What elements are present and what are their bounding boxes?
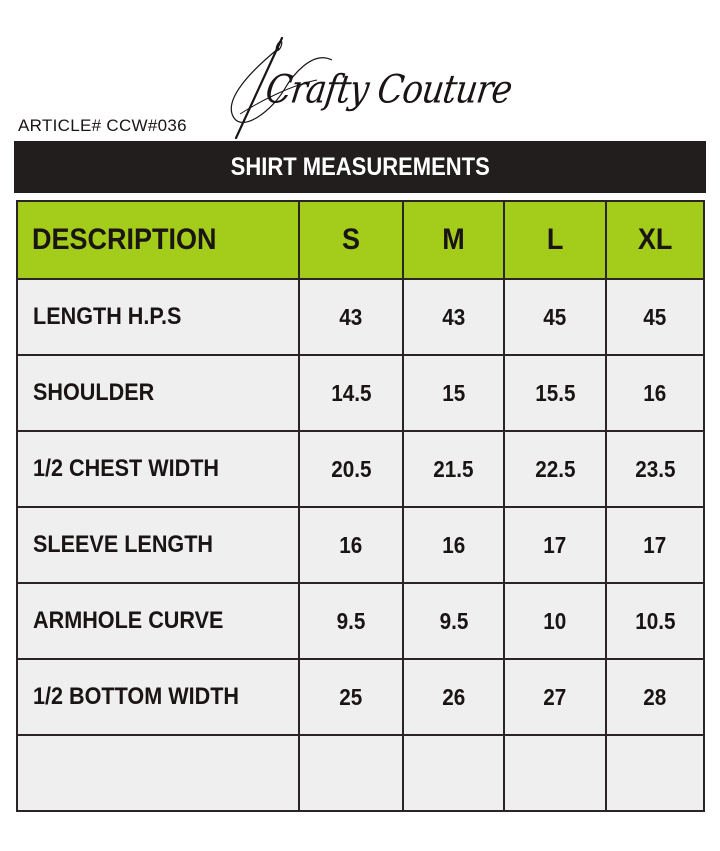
table-cell: 9.5: [299, 583, 403, 659]
table-cell: [504, 735, 606, 811]
table-cell: 28: [606, 659, 704, 735]
row-label: ARMHOLE CURVE: [17, 583, 299, 659]
table-cell: 14.5: [299, 355, 403, 431]
table-cell: 25: [299, 659, 403, 735]
header-size-xl: XL: [606, 201, 704, 279]
size-chart-table: [16, 200, 705, 812]
row-label: 1/2 BOTTOM WIDTH: [17, 659, 299, 735]
table-cell: [403, 735, 504, 811]
table-row-empty: [17, 735, 704, 811]
table-cell: 15.5: [504, 355, 606, 431]
header-size-s: S: [299, 201, 403, 279]
table-cell: 45: [504, 279, 606, 355]
section-banner: [14, 141, 706, 193]
row-label: SLEEVE LENGTH: [17, 507, 299, 583]
table-cell: 43: [299, 279, 403, 355]
header-size-m: M: [403, 201, 504, 279]
table-row: [17, 659, 704, 735]
table-row: [17, 583, 704, 659]
table-row: [17, 431, 704, 507]
table-row: [17, 355, 704, 431]
table-cell: 22.5: [504, 431, 606, 507]
table-cell: 10: [504, 583, 606, 659]
article-number: ARTICLE# CCW#036: [18, 116, 187, 135]
table-cell: 21.5: [403, 431, 504, 507]
header-description: DESCRIPTION: [17, 201, 299, 279]
table-cell: [606, 735, 704, 811]
table-cell: 45: [606, 279, 704, 355]
row-label: SHOULDER: [17, 355, 299, 431]
row-label: LENGTH H.P.S: [17, 279, 299, 355]
table-cell: 15: [403, 355, 504, 431]
row-label: 1/2 CHEST WIDTH: [17, 431, 299, 507]
table-row: [17, 507, 704, 583]
table-cell: 10.5: [606, 583, 704, 659]
table-cell: 16: [299, 507, 403, 583]
table-cell: 27: [504, 659, 606, 735]
table-cell: 17: [606, 507, 704, 583]
table-cell: 26: [403, 659, 504, 735]
table-cell: 16: [606, 355, 704, 431]
brand-logo: [222, 30, 522, 140]
table-cell: 9.5: [403, 583, 504, 659]
banner-title: SHIRT MEASUREMENTS: [230, 152, 490, 181]
table-cell: 23.5: [606, 431, 704, 507]
table-cell: 16: [403, 507, 504, 583]
table-cell: [299, 735, 403, 811]
table-row: [17, 279, 704, 355]
row-label: [17, 735, 299, 811]
table-cell: 20.5: [299, 431, 403, 507]
brand-name: Crafty Couture: [262, 67, 515, 113]
table-cell: 43: [403, 279, 504, 355]
table-cell: 17: [504, 507, 606, 583]
header-row: [17, 201, 704, 279]
header-size-l: L: [504, 201, 606, 279]
